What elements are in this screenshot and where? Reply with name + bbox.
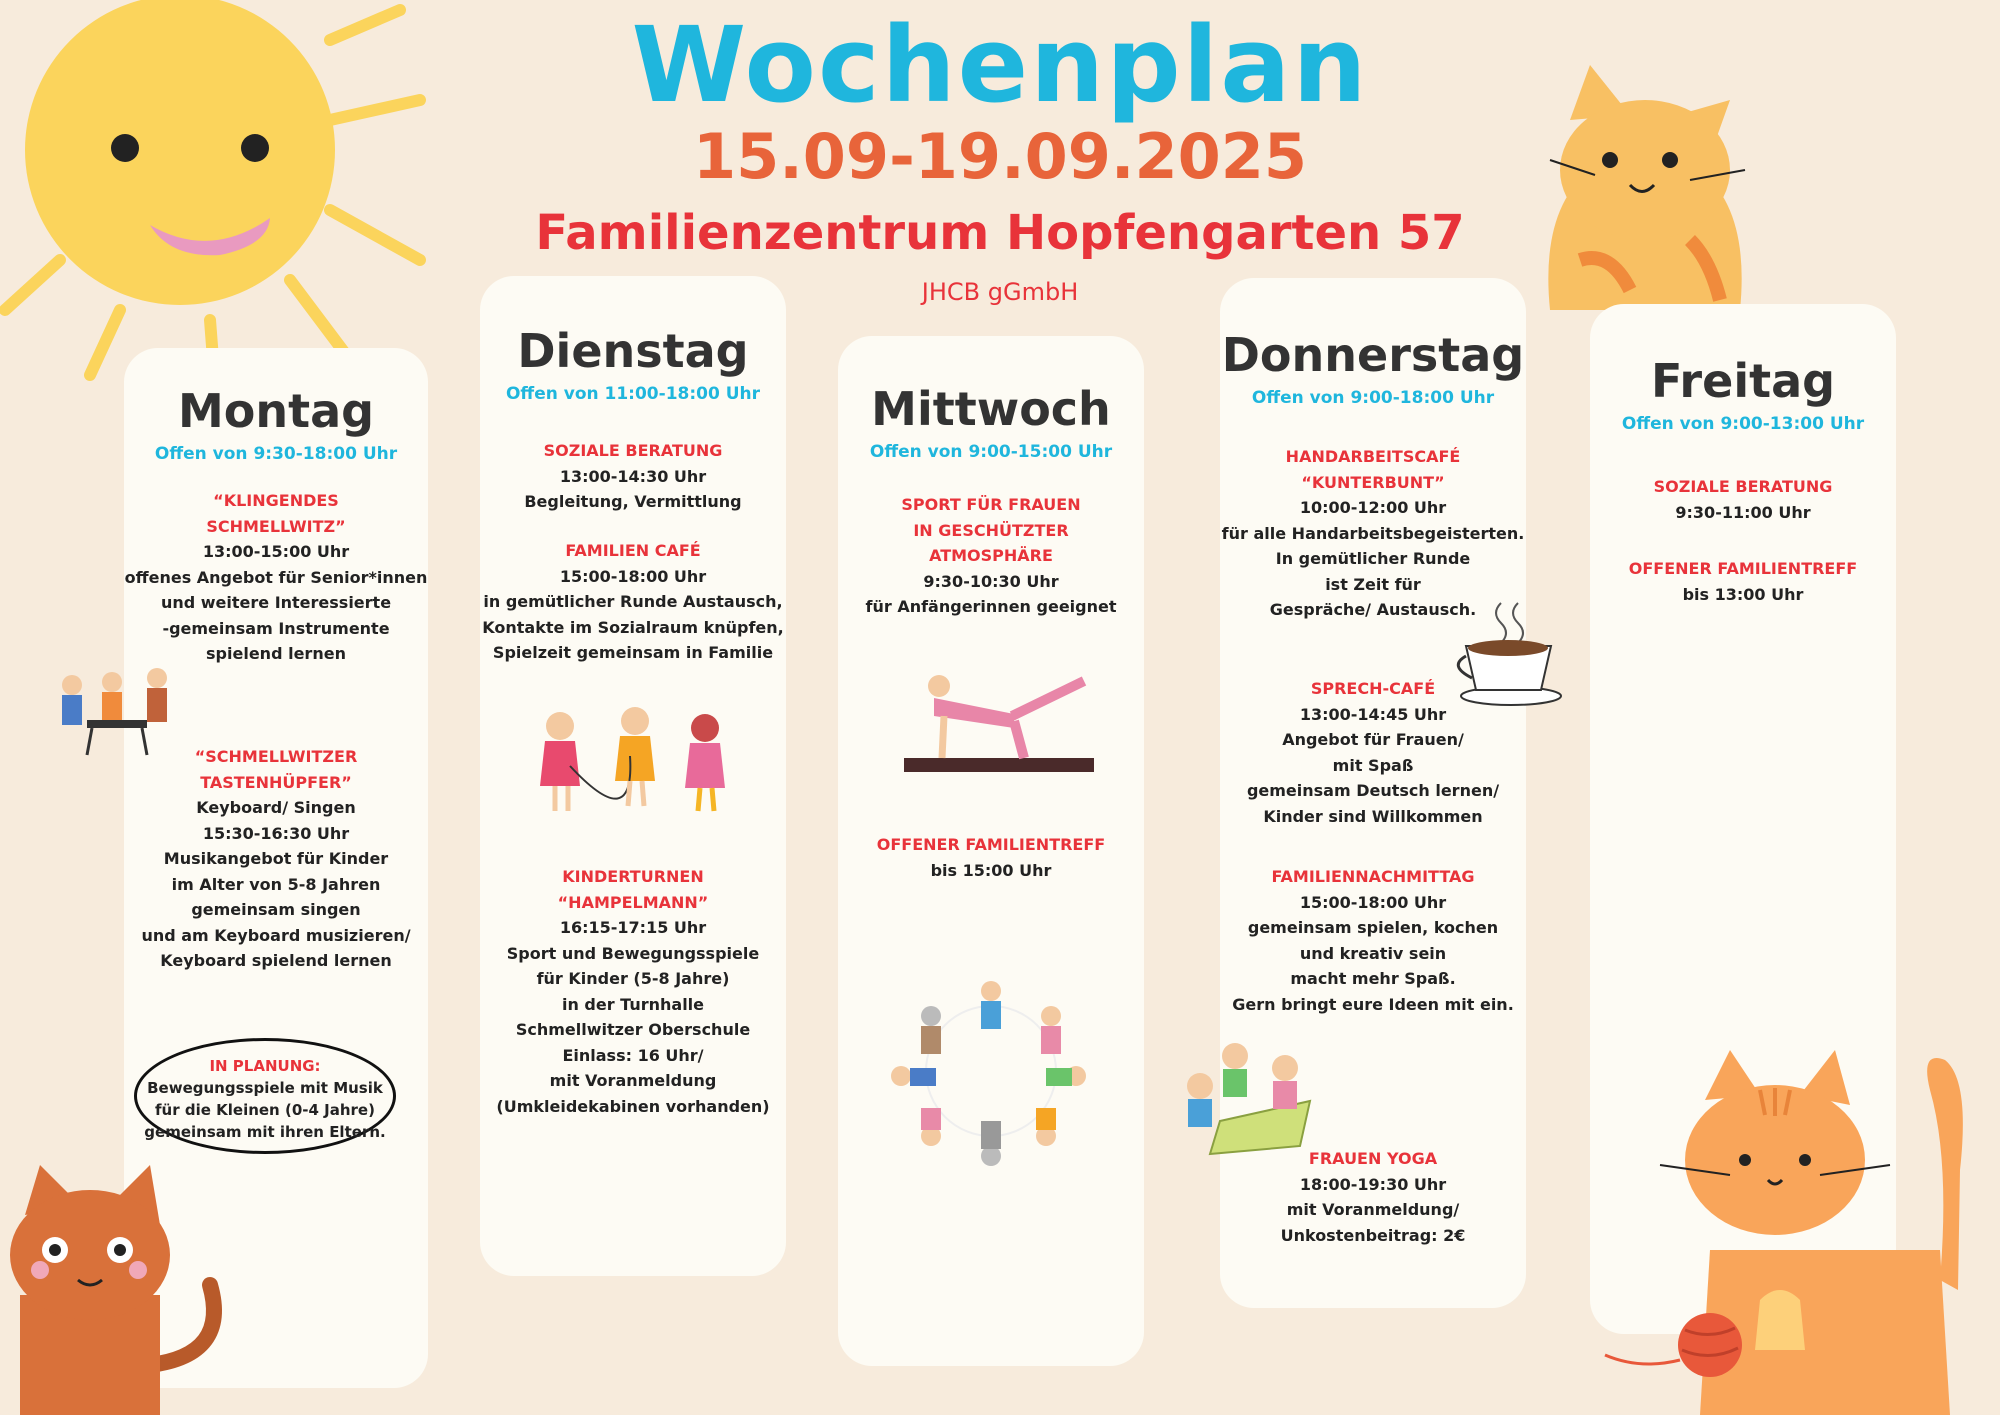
day-name: Montag — [177, 384, 375, 438]
event-title: SOZIALE BERATUNG — [543, 441, 723, 460]
day-name: Freitag — [1650, 354, 1836, 408]
event-details: 15:00-18:00 Uhr gemeinsam spielen, kochen und kreativ sein macht mehr Spaß. Gern bringt eure Ideen mit ein. — [1232, 892, 1514, 1014]
day-column-mittwoch — [838, 336, 1144, 1366]
organization: JHCB gGmbH — [921, 278, 1079, 306]
date-range: 15.09-19.09.2025 — [692, 120, 1308, 193]
event-title: OFFENER FAMILIENTREFF — [1628, 559, 1858, 578]
cat-icon — [1600, 1040, 2000, 1415]
coffee-cup-icon — [1456, 598, 1566, 708]
opening-hours: Offen von 11:00-18:00 Uhr — [505, 384, 761, 404]
event-details: bis 13:00 Uhr — [1682, 584, 1804, 604]
event-title: SPRECH-CAFÉ — [1310, 679, 1436, 698]
note-title: IN PLANUNG: — [209, 1057, 321, 1075]
page-title: Wochenplan — [631, 4, 1369, 126]
day-name: Dienstag — [517, 324, 749, 378]
event-title: OFFENER FAMILIENTREFF — [876, 835, 1106, 854]
event-details: 15:00-18:00 Uhr in gemütlicher Runde Austausch, Kontakte im Sozialraum knüpfen, Spielzeit gemeinsam in Familie — [482, 566, 784, 662]
event-title: FAMILIEN CAFÉ — [565, 541, 701, 560]
children-icon — [530, 706, 740, 816]
event-title: SPORT FÜR FRAUEN IN GESCHÜTZTER ATMOSPHÄRE — [901, 495, 1081, 565]
event-title: “KLINGENDES SCHMELLWITZ” — [206, 491, 346, 536]
event-title: “SCHMELLWITZER TASTENHÜPFER” — [194, 747, 358, 792]
opening-hours: Offen von 9:30-18:00 Uhr — [154, 444, 398, 464]
opening-hours: Offen von 9:00-13:00 Uhr — [1621, 414, 1865, 434]
event-entry — [1590, 556, 1896, 607]
event-entry — [1220, 444, 1526, 623]
opening-hours: Offen von 9:00-18:00 Uhr — [1251, 388, 1495, 408]
day-column-dienstag — [480, 276, 786, 1276]
event-details: 16:15-17:15 Uhr Sport und Bewegungsspiele für Kinder (5-8 Jahre) in der Turnhalle Schmellwitzer Oberschule Einlass: 16 Uhr/ mit Voranmeldung (Umkleidekabinen vorhanden) — [496, 918, 770, 1116]
event-details: bis 15:00 Uhr — [930, 860, 1052, 880]
event-entry — [480, 438, 786, 515]
event-entry — [124, 488, 428, 667]
event-title: HANDARBEITSCAFÉ “KUNTERBUNT” — [1285, 447, 1461, 492]
event-title: FAMILIENNACHMITTAG — [1271, 867, 1475, 886]
board-game-children-icon — [1170, 1036, 1320, 1156]
event-details: Keyboard/ Singen 15:30-16:30 Uhr Musikangebot für Kinder im Alter von 5-8 Jahren gemeinsam singen und am Keyboard musizieren/ Keyboard spielend lernen — [141, 798, 411, 970]
event-details: 13:00-14:45 Uhr Angebot für Frauen/ mit Spaß gemeinsam Deutsch lernen/ Kinder sind Willkommen — [1246, 704, 1500, 826]
event-title: KINDERTURNEN “HAMPELMANN” — [557, 867, 709, 912]
event-details: 13:00-14:30 Uhr Begleitung, Vermittlung — [524, 466, 742, 511]
day-name: Mittwoch — [871, 382, 1111, 436]
event-details: 10:00-12:00 Uhr für alle Handarbeitsbegeisterten. In gemütlicher Runde ist Zeit für Gespräche/ Austausch. — [1221, 498, 1525, 619]
cat-icon — [0, 1165, 240, 1415]
event-entry — [1220, 1146, 1526, 1248]
event-entry — [838, 832, 1144, 883]
event-details: 9:30-10:30 Uhr für Anfängerinnen geeignet — [865, 571, 1117, 616]
day-name: Donnerstag — [1221, 328, 1525, 382]
children-music-icon — [52, 660, 202, 760]
event-entry — [1220, 864, 1526, 1017]
event-details: 13:00-15:00 Uhr offenes Angebot für Senior*innen und weitere Interessierte -gemeinsam Instrumente spielend lernen — [124, 542, 428, 663]
event-details: 18:00-19:30 Uhr mit Voranmeldung/ Unkostenbeitrag: 2€ — [1280, 1174, 1466, 1245]
circle-of-people-icon — [876, 976, 1106, 1166]
event-entry — [1590, 474, 1896, 525]
event-title: FRAUEN YOGA — [1308, 1149, 1438, 1168]
event-title: SOZIALE BERATUNG — [1653, 477, 1833, 496]
planning-note — [134, 1038, 396, 1154]
event-entry — [838, 492, 1144, 620]
opening-hours: Offen von 9:00-15:00 Uhr — [869, 442, 1113, 462]
event-entry — [480, 864, 786, 1119]
note-details: Bewegungsspiele mit Musik für die Kleinen (0-4 Jahre) gemeinsam mit ihren Eltern. — [144, 1079, 386, 1141]
event-entry — [480, 538, 786, 666]
event-details: 9:30-11:00 Uhr — [1675, 502, 1811, 522]
yoga-icon — [904, 666, 1094, 776]
event-entry — [124, 744, 428, 974]
center-name: Familienzentrum Hopfengarten 57 — [535, 205, 1465, 261]
